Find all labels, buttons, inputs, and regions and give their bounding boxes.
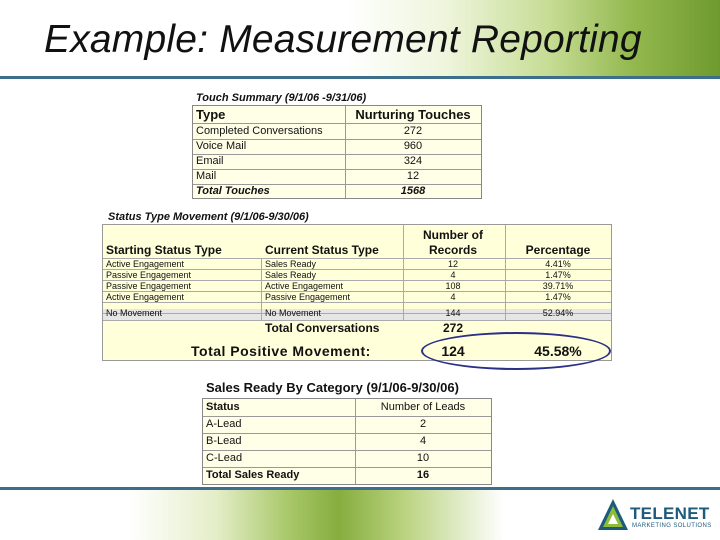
row-status: B-Lead bbox=[206, 435, 242, 447]
touch-summary-table bbox=[192, 105, 482, 199]
header-number-of: Number of bbox=[423, 228, 483, 242]
row-count: 272 bbox=[403, 125, 423, 137]
row-current-status: Active Engagement bbox=[265, 281, 344, 291]
row-percentage: 4.41% bbox=[545, 259, 571, 269]
header-status: Status bbox=[206, 401, 240, 413]
total-positive-movement-label: Total Positive Movement: bbox=[191, 343, 371, 359]
total-label: Total Sales Ready bbox=[206, 469, 300, 481]
status-movement-caption: Status Type Movement (9/1/06-9/30/06) bbox=[108, 211, 309, 223]
row-leads: 4 bbox=[419, 435, 427, 447]
row-percentage: 1.47% bbox=[545, 292, 571, 302]
row-current-status: Passive Engagement bbox=[265, 292, 351, 302]
header-number-of-leads: Number of Leads bbox=[380, 401, 466, 413]
row-count: 324 bbox=[403, 155, 423, 167]
row-divider bbox=[203, 450, 491, 451]
header-nurturing-touches: Nurturing Touches bbox=[355, 107, 471, 122]
total-value: 16 bbox=[416, 469, 430, 481]
logo-triangle-icon bbox=[596, 497, 630, 533]
row-type: Mail bbox=[196, 170, 217, 182]
row-divider bbox=[203, 433, 491, 434]
row-count: 960 bbox=[403, 140, 423, 152]
logo-name: TELENET bbox=[630, 504, 710, 523]
row-status: A-Lead bbox=[206, 418, 242, 430]
row-records: 108 bbox=[445, 281, 461, 291]
row-records: 4 bbox=[450, 292, 456, 302]
telenet-logo bbox=[596, 497, 712, 535]
total-conversations-value: 272 bbox=[442, 321, 464, 335]
row-current-status: Sales Ready bbox=[265, 259, 317, 269]
row-starting-status: Passive Engagement bbox=[106, 281, 192, 291]
row-divider bbox=[203, 416, 491, 417]
total-positive-movement-value: 124 bbox=[441, 343, 465, 359]
row-type: Completed Conversations bbox=[196, 125, 323, 137]
row-status: C-Lead bbox=[206, 452, 243, 464]
slide-title: Example: Measurement Reporting bbox=[44, 18, 642, 61]
row-percentage: 52.94% bbox=[542, 308, 574, 318]
total-conversations-label: Total Conversations bbox=[265, 321, 380, 335]
row-leads: 2 bbox=[419, 418, 427, 430]
row-starting-status: Active Engagement bbox=[106, 292, 185, 302]
header-percentage: Percentage bbox=[525, 243, 591, 257]
row-type: Email bbox=[196, 155, 224, 167]
total-value: 1568 bbox=[400, 185, 426, 197]
row-count: 12 bbox=[406, 170, 420, 182]
highlight-circle bbox=[421, 332, 611, 370]
header-type: Type bbox=[196, 107, 226, 122]
grid-line bbox=[103, 302, 611, 303]
grid-line bbox=[261, 258, 262, 320]
row-records: 144 bbox=[445, 308, 461, 318]
sales-ready-table bbox=[202, 398, 492, 485]
row-records: 4 bbox=[450, 270, 456, 280]
row-starting-status: No Movement bbox=[106, 308, 163, 318]
header-starting-status: Starting Status Type bbox=[106, 243, 222, 257]
row-divider bbox=[193, 123, 481, 124]
logo-tagline: MARKETING SOLUTIONS bbox=[632, 523, 712, 529]
header-current-status: Current Status Type bbox=[265, 243, 379, 257]
row-starting-status: Active Engagement bbox=[106, 259, 185, 269]
header-rule bbox=[0, 76, 720, 79]
total-label: Total Touches bbox=[196, 185, 270, 197]
header-records: Records bbox=[428, 243, 478, 257]
row-divider bbox=[203, 467, 491, 468]
row-records: 12 bbox=[447, 259, 458, 269]
row-starting-status: Passive Engagement bbox=[106, 270, 192, 280]
row-leads: 10 bbox=[416, 452, 430, 464]
row-current-status: Sales Ready bbox=[265, 270, 317, 280]
sales-ready-caption: Sales Ready By Category (9/1/06-9/30/06) bbox=[206, 380, 459, 395]
row-percentage: 1.47% bbox=[545, 270, 571, 280]
touch-summary-caption: Touch Summary (9/1/06 -9/31/06) bbox=[196, 92, 367, 104]
row-percentage: 39.71% bbox=[542, 281, 574, 291]
row-type: Voice Mail bbox=[196, 140, 247, 152]
total-positive-movement-percentage: 45.58% bbox=[534, 343, 582, 359]
row-current-status: No Movement bbox=[265, 308, 322, 318]
